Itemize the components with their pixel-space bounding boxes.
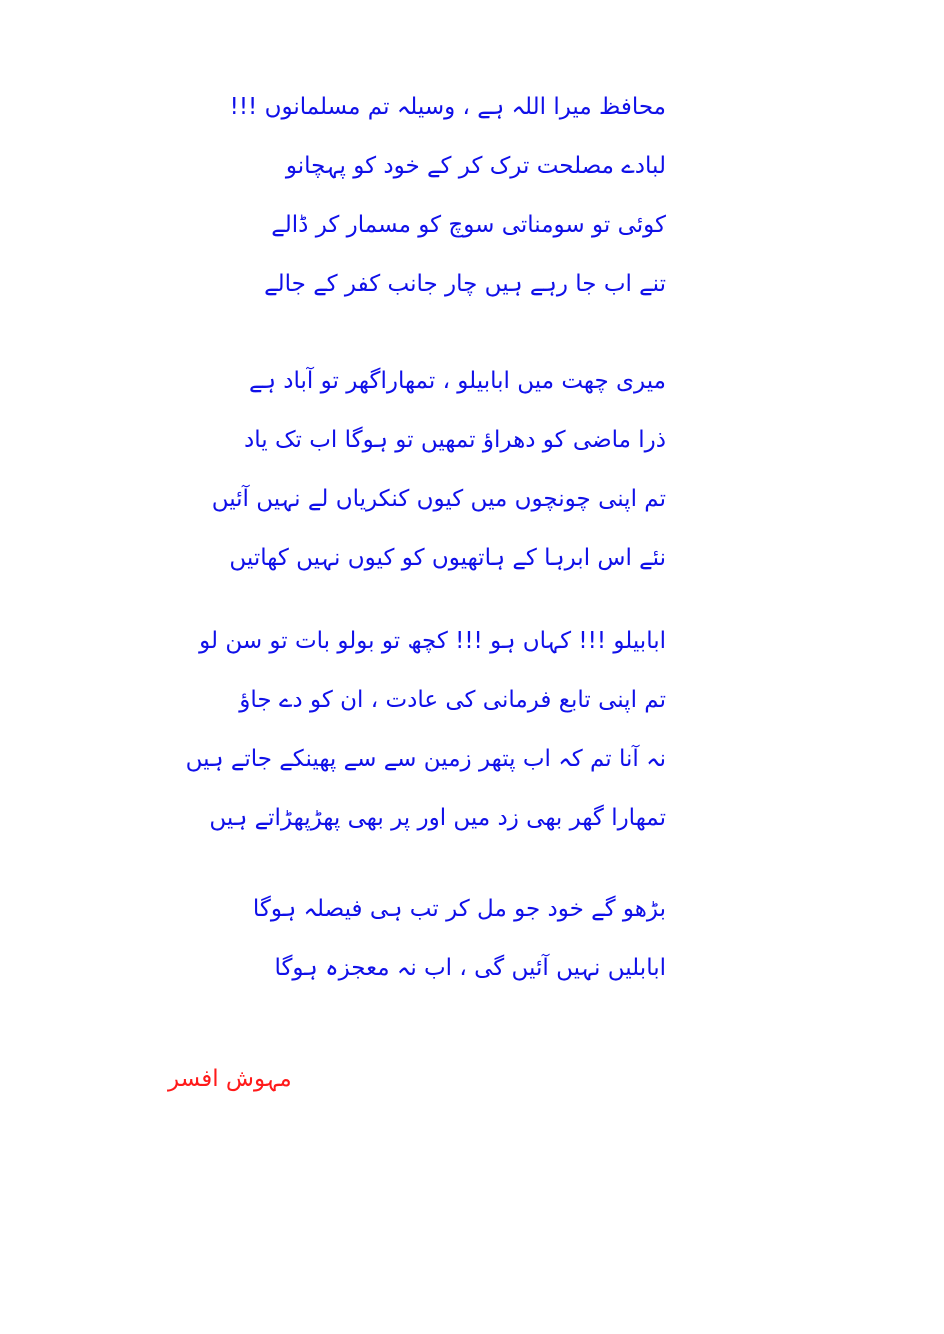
- poem-line: لبادے مصلحت ترک کر کے خود کو پہچانو: [285, 153, 666, 179]
- poem-line: ابابلیں نہیں آئیں گی ، اب نہ معجزہ ہوگا: [274, 955, 666, 981]
- poem-stanza-3: [186, 612, 666, 848]
- poem-line: ابابیلو !!! کہاں ہو !!! کچھ تو بولو بات تو سن لو: [199, 628, 666, 654]
- poem-line: نئے اس ابرہا کے ہاتھیوں کو کیوں نہیں کھاتیں: [229, 545, 666, 571]
- poem-line: تم اپنی چونچوں میں کیوں کنکریاں لے نہیں آئیں: [211, 486, 666, 512]
- poem-stanza-2: [212, 352, 666, 588]
- poem-line: نہ آنا تم کہ اب پتھر زمین سے سے پھینکے جاتے ہیں: [185, 746, 666, 772]
- poem-line: تم اپنی تابع فرمانی کی عادت ، ان کو دے جاؤ: [239, 687, 666, 713]
- poem-stanza-4: [253, 880, 666, 998]
- poem-line: ذرا ماضی کو دھراؤ تمھیں تو ہوگا اب تک یاد: [244, 427, 666, 453]
- poem-line: تمھارا گھر بھی زد میں اور پر بھی پھڑپھڑاتے ہیں: [209, 805, 666, 831]
- poem-line: میری چھت میں ابابیلو ، تمھاراگھر تو آباد ہے: [249, 368, 666, 394]
- author-signature: مہوش افسر: [168, 1066, 292, 1092]
- poem-line: محافظ میرا اللہ ہے ، وسیلہ تم مسلمانوں !!!: [229, 94, 666, 120]
- poem-line: بڑھو گے خود جو مل کر تب ہی فیصلہ ہوگا: [252, 896, 666, 922]
- poem-stanza-1: [230, 78, 666, 314]
- poem-line: تنے اب جا رہے ہیں چار جانب کفر کے جالے: [264, 271, 666, 297]
- poem-line: کوئی تو سومناتی سوچ کو مسمار کر ڈالے: [271, 212, 666, 238]
